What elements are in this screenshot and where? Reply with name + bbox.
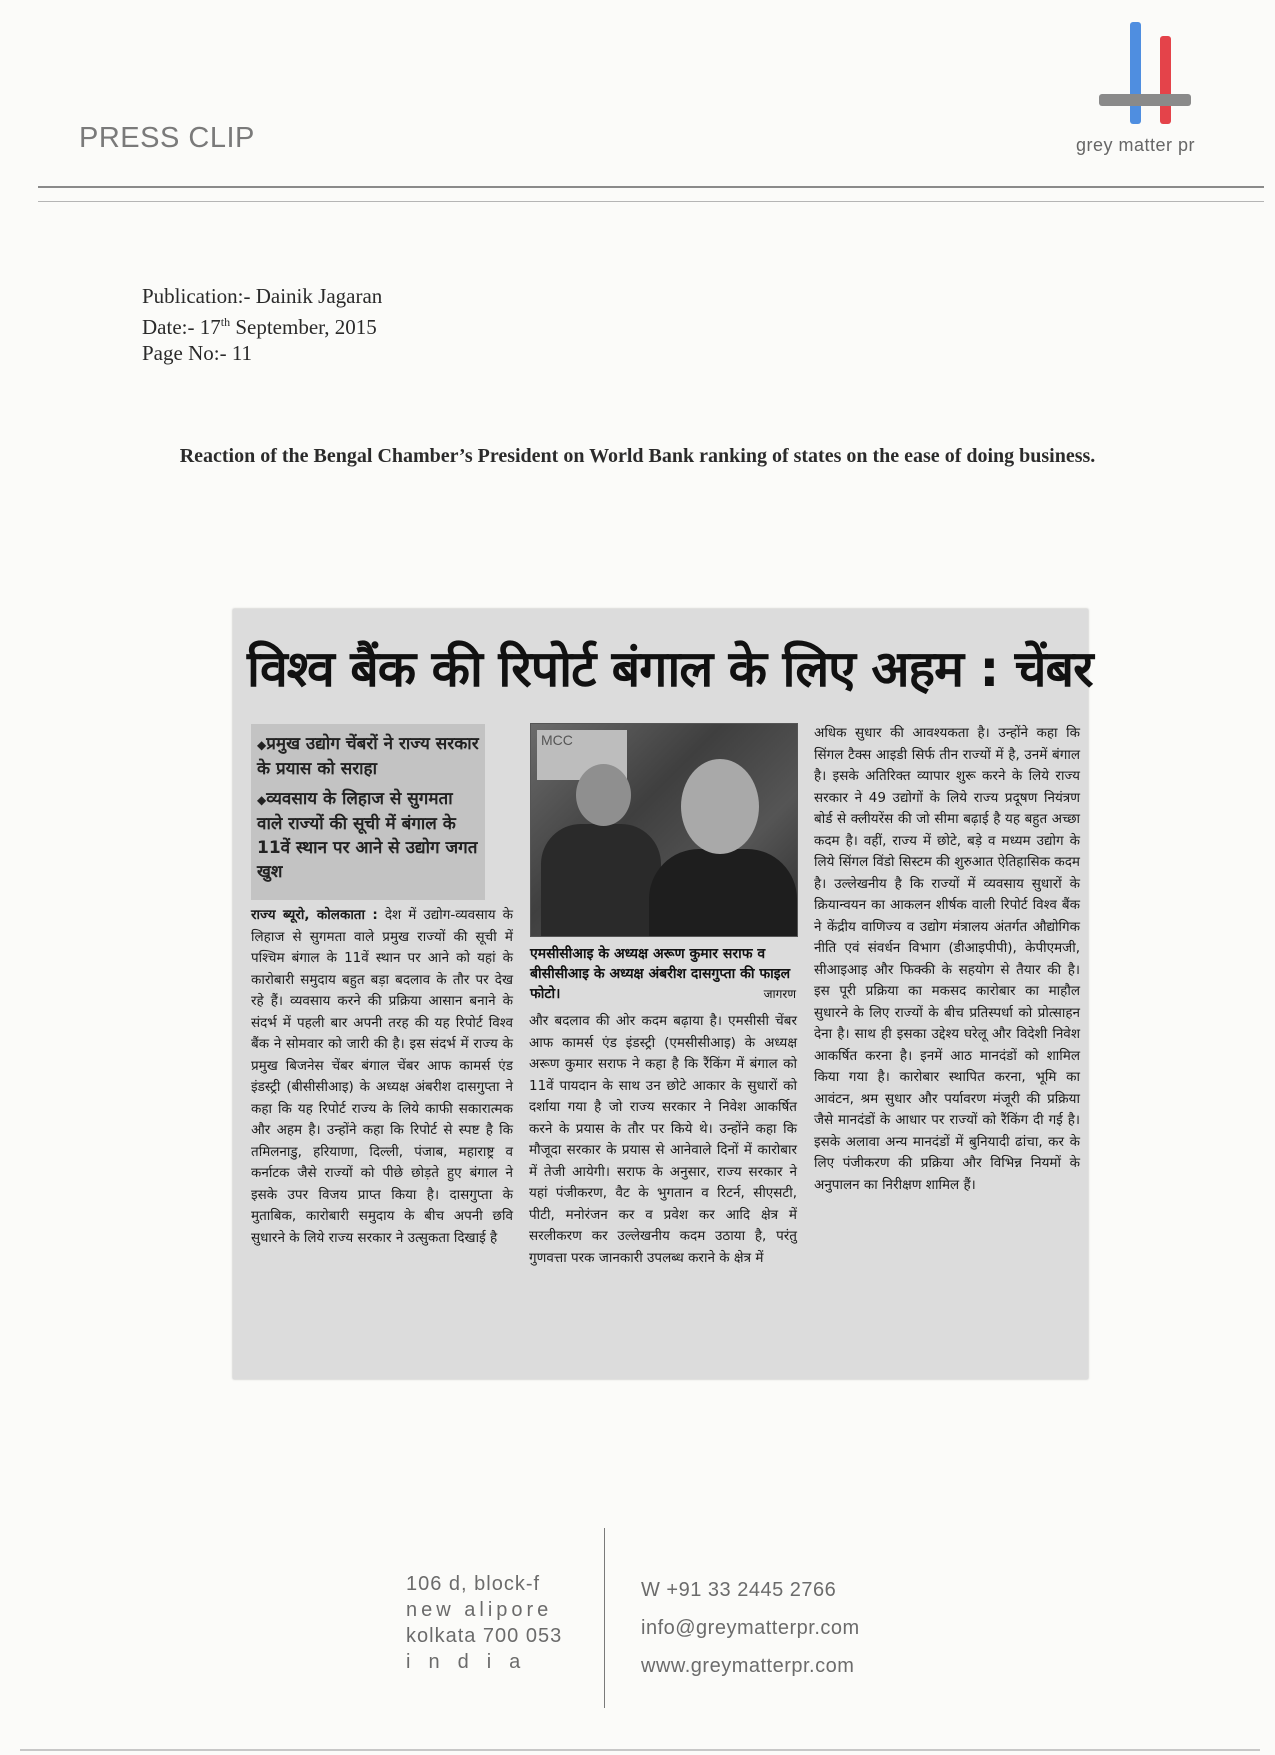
file-photo	[530, 723, 798, 937]
website-link[interactable]: www.greymatterpr.com	[641, 1655, 855, 1677]
footer-address	[406, 1571, 562, 1675]
footer-rule	[20, 1749, 1260, 1751]
date-superscript: th	[220, 315, 231, 329]
photo-caption	[530, 944, 796, 1004]
logo-text: grey matter pr	[1076, 135, 1196, 155]
highlight-box	[251, 724, 485, 900]
date-suffix: September, 2015	[230, 315, 377, 339]
photo-credit: जागरण	[763, 987, 796, 1001]
article-column-1	[251, 905, 513, 1249]
publication-meta	[142, 283, 382, 366]
press-clip-label: PRESS CLIP	[79, 122, 255, 154]
footer-divider	[604, 1528, 605, 1708]
grey-matter-logo-icon	[1095, 22, 1195, 132]
phone-number: W +91 33 2445 2766	[641, 1579, 837, 1601]
newspaper-clipping	[233, 609, 1093, 1379]
date-prefix: Date:- 17	[142, 315, 221, 339]
person-right-face	[681, 759, 759, 854]
dateline: राज्य ब्यूरो, कोलकाता :	[251, 907, 378, 923]
person-left-silhouette	[541, 824, 661, 936]
header-rule-thin	[38, 201, 1264, 202]
article-column-2: और बदलाव की ओर कदम बढ़ाया है। एमसीसी चेंबर आफ कामर्स एंड इंडस्ट्री (एमसीसीआइ) के अध्यक्ष अरूण कुमार सराफ ने कहा है कि रैंकिंग में बंगाल को 11वें पायदान के साथ उन छोटे आकार के सुधारों को दर्शाया गया है जो राज्य सरकार ने निवेश आकर्षित करने के प्रयास के तौर पर किये थे। उन्होंने कहा कि मौजूदा सरकार के प्रयास से आनेवाले दिनों में कारोबार में तेजी आयेगी। सराफ के अनुसार, राज्य सरकार ने यहां पंजीकरण, वैट के भुगतान व रिटर्न, सीएसटी, पीटी, मनोरंजन कर व प्रवेश कर आदि क्षेत्र में सरलीकरण कर उल्लेखनीय कदम उठाया है, परंतु गुणवत्ता परक जानकारी उपलब्ध कराने के क्षेत्र में	[529, 1013, 797, 1266]
address-line: kolkata 700 053	[406, 1625, 563, 1647]
column-1-text: देश में उद्योग-व्यवसाय के लिहाज से सुगमता वाले प्रमुख राज्यों की सूची में पश्चिम बंगाल के 11वें स्थान पर आने को यहां के कारोबारी समुदाय बहुत बड़ा बदलाव के तौर पर देख रहे हैं। व्यवसाय करने की प्रक्रिया आसान बनाने के संदर्भ में पहली बार अपनी तरह की यह रिपोर्ट विश्व बैंक ने सोमवार को जारी की है। इस संदर्भ में राज्य के प्रमुख बिजनेस चेंबर बंगाल चेंबर आफ कामर्स एंड इंडस्ट्री (बीसीसीआइ) के अध्यक्ष अंबरीश दासगुप्ता ने कहा कि यह रिपोर्ट राज्य के लिये काफी सकारात्मक और अहम है। उन्होंने कहा कि रिपोर्ट से स्पष्ट है कि तमिलनाडु, हरियाणा, दिल्ली, पंजाब, महाराष्ट्र व कर्नाटक जैसे राज्यों को पीछे छोड़ते हुए बंगाल ने इसके उपर विजय प्राप्त किया है। दासगुप्ता के मुताबिक, कारोबारी समुदाय के बीच अपनी छवि सुधारने के लिये राज्य सरकार ने उत्सुकता दिखाई है	[251, 907, 513, 1246]
date-line	[142, 309, 382, 340]
email-link[interactable]: info@greymatterpr.com	[641, 1617, 860, 1639]
address-line: new alipore	[406, 1599, 553, 1621]
caption-text: एमसीसीआइ के अध्यक्ष अरूण कुमार सराफ व बीसीसीआइ के अध्यक्ष अंबरीश दासगुप्ता की फाइल फोटो।	[530, 946, 791, 1002]
page-line: Page No:- 11	[142, 341, 253, 365]
address-line: india	[406, 1651, 539, 1673]
address-line: 106 d, block-f	[406, 1573, 541, 1595]
mcc-banner: MCC	[537, 730, 627, 780]
footer-contact	[641, 1571, 860, 1685]
highlight-bullet: ◆ व्यवसाय के लिहाज से सुगमता वाले राज्यों की सूची में बंगाल के 11वें स्थान पर आने से उद्योग जगत खुश	[257, 787, 479, 884]
clip-headline: Reaction of the Bengal Chamber’s President on World Bank ranking of states on the ease of doing business.	[179, 445, 1096, 467]
article-column-3: अधिक सुधार की आवश्यकता है। उन्होंने कहा कि सिंगल टैक्स आइडी सिर्फ तीन राज्यों में है, उनमें बंगाल है। इसके अतिरिक्त व्यापार शुरू करने के लिये राज्य सरकार ने 49 उद्योगों के लिये राज्य प्रदूषण नियंत्रण बोर्ड से क्लीयरेंस की जो सीमा बढ़ाई है यह बहुत अच्छा कदम है। वहीं, राज्य में छोटे, बड़े व मध्यम उद्योग के लिये सिंगल विंडो सिस्टम की शुरुआत ऐतिहासिक कदम है। उल्लेखनीय है कि राज्यों में व्यवसाय सुधारों के क्रियान्वयन का आकलन शीर्षक वाली रिपोर्ट विश्व बैंक ने केंद्रीय वाणिज्य व उद्योग मंत्रालय अंतर्गत औद्योगिक नीति एवं संवर्धन विभाग (डीआइपीपी), केपीएमजी, सीआइआइ और फिक्की के सहयोग से तैयार की है। इस पूरी प्रक्रिया का मकसद कारोबार का माहौल सुधारने के लिए राज्यों के बीच प्रतिस्पर्धा को प्रोत्साहन देना है। साथ ही इसका उद्देश्य घरेलू और विदेशी निवेश आकर्षित करना है। इनमें आठ मानदंडों को शामिल किया गया है। कारोबार स्थापित करना, भूमि का आवंटन, श्रम सुधार और पर्यावरण मंजूरी की प्रक्रिया जैसे मानदंडों के आधार पर राज्यों को रैंकिंग दी गई है। इसके अलावा अन्य मानदंडों में बुनियादी ढांचा, कर के लिए पंजीकरण की प्रक्रिया और विभिन्न नियमों के अनुपालन का निरीक्षण शामिल हैं।	[814, 725, 1080, 1193]
person-left-face	[576, 764, 631, 826]
highlight-bullet: ◆ प्रमुख उद्योग चेंबरों ने राज्य सरकार के प्रयास को सराहा	[257, 732, 479, 781]
person-right-silhouette	[649, 849, 797, 936]
newspaper-title: विश्व बैंक की रिपोर्ट बंगाल के लिए अहम : चेंबर	[247, 640, 1093, 698]
publication-line: Publication:- Dainik Jagaran	[142, 284, 383, 308]
header-rule	[38, 186, 1264, 188]
